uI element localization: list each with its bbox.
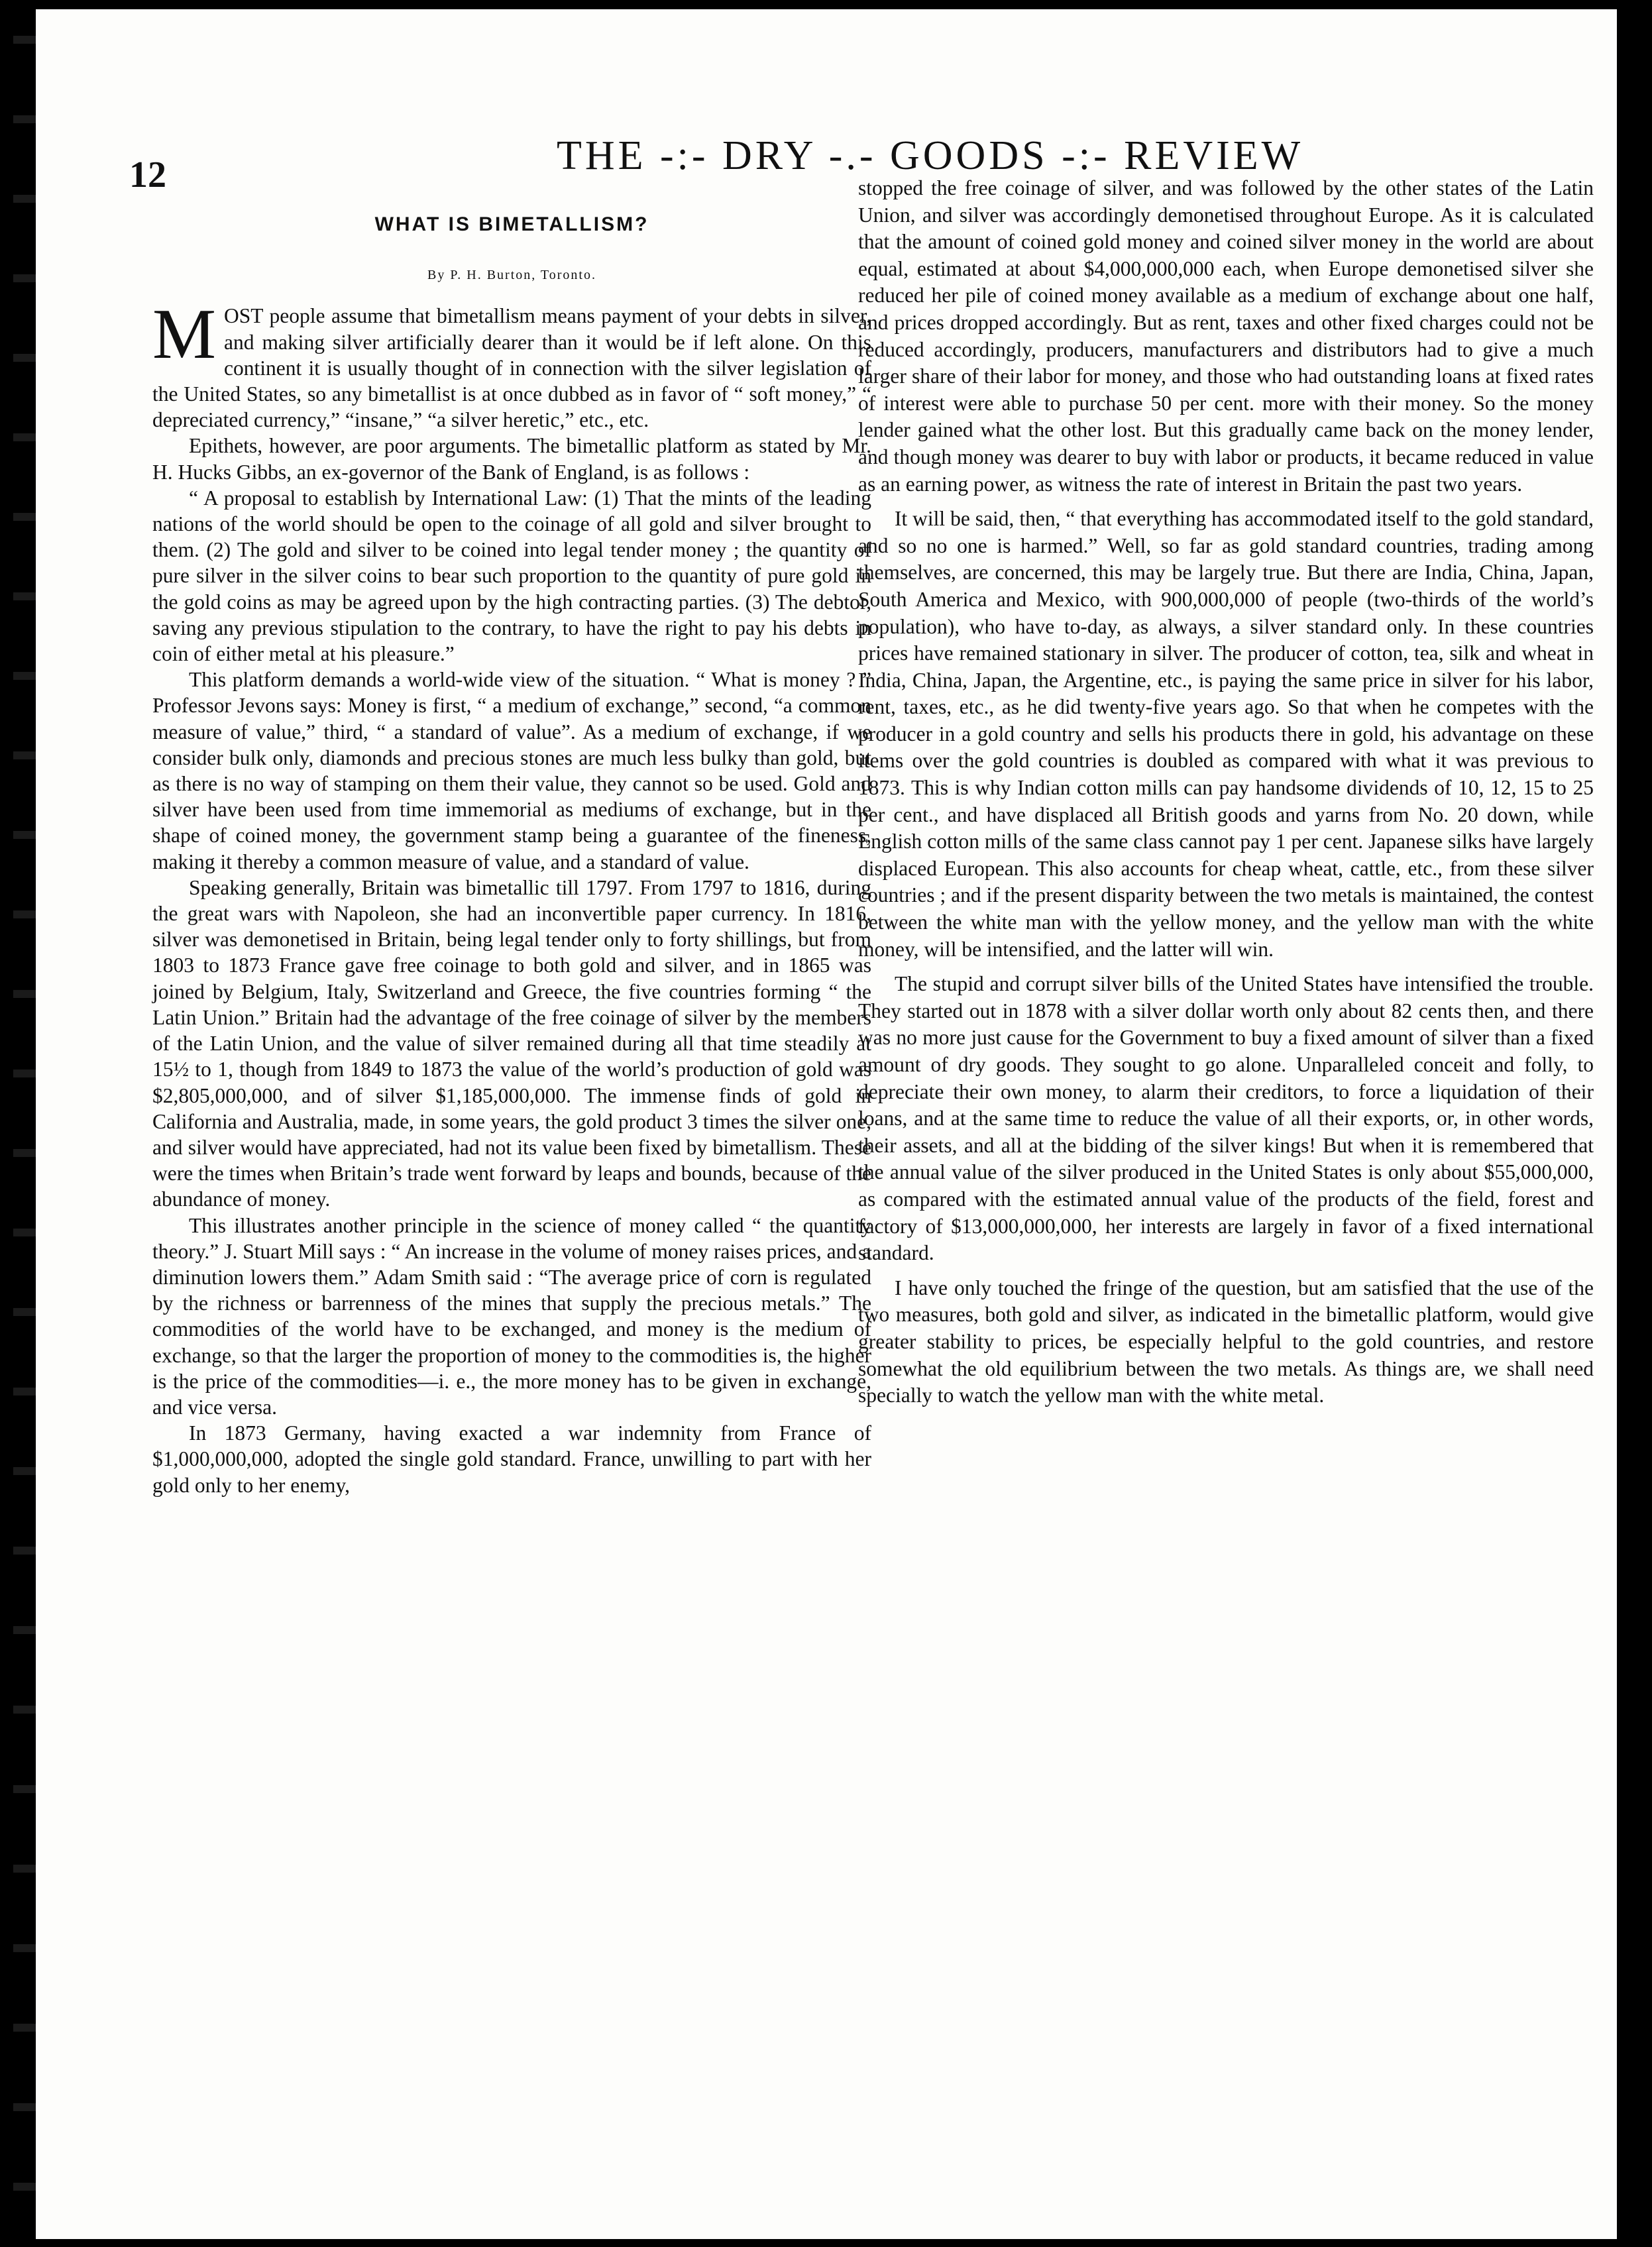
- masthead: THE -:- DRY -.- GOODS -:- REVIEW: [557, 133, 1304, 178]
- paragraph: In 1873 Germany, having exacted a war indemnity from France of $1,000,000,000, adopted the single gold standard. France, unwilling to part with her gold only to her enemy,: [152, 1421, 871, 1497]
- binding-edge: [13, 9, 36, 2239]
- paragraph: MOST people assume that bimetallism means payment of your debts in silver, and making silver artificially dearer than it would be if left alone. On this continent it is usually thought of in connection with the silver legislation of the United States, so any bimetallist is at once dubbed as in favor of “ soft money,” “ depreciated currency,” “insane,” “a silver heretic,” etc., etc.: [152, 295, 871, 432]
- paragraph: stopped the free coinage of silver, and was followed by the other states of the Latin Union, and silver was accordingly demonetised throughout Europe. As it is calculated that the amount of coined gold money and coined silver money in the world are about equal, estimated at about $4,000,000,000 each, when Europe demonetised silver she reduced her pile of coined money available as a medium of exchange about one half, and prices dropped accordingly. But as rent, taxes and other fixed charges could not be reduced accordingly, producers, manufacturers and distributors had to give a much larger share of their labor for money, and those who had outstanding loans at fixed rates of interest were able to purchase 50 per cent. more with their money. So the money lender gained what the other lost. But this gradually came back on the money lender, and though money was dearer to buy with labor or products, it became reduced in value as an earning power, as witness the rate of interest in Britain the past two years.: [858, 176, 1594, 496]
- paragraph: This platform demands a world-wide view of the situation. “ What is money ? ” Professor Jevons says: Money is first, “ a medium of exchange,” second, “a common measure of value,” third, “ a standard of value”. As a medium of exchange, if we consider bulk only, diamonds and precious stones are much less bulky than gold, but as there is no way of stamping on them their value, they cannot so be used. Gold and silver have been used from time immemorial as mediums of exchange, but in the shape of coined money, the government stamp being a guarantee of the fineness, making it thereby a common measure of value, and a standard of value.: [152, 668, 871, 873]
- paragraph: I have only touched the fringe of the question, but am satisfied that the use of the two measures, both gold and silver, as indicated in the bimetallic platform, would give greater stability to prices, be especially helpful to the gold countries, and restore somewhat the old equilibrium between the two metals. As things are, we shall need specially to watch the yellow man with the white metal.: [858, 1276, 1594, 1407]
- page-number: 12: [129, 154, 166, 195]
- column-left: [152, 198, 871, 1498]
- paragraph: Speaking generally, Britain was bimetallic till 1797. From 1797 to 1816, during the great wars with Napoleon, she had an inconvertible paper currency. In 1816, silver was demonetised in Britain, being legal tender only to forty shillings, but from 1803 to 1873 France gave free coinage to both gold and silver, and in 1865 was joined by Belgium, Italy, Switzerland and Greece, the five countries forming “ the Latin Union.” Britain had the advantage of the free coinage of silver by the members of the Latin Union, and the value of silver remained during all that time steadily at 15½ to 1, though from 1849 to 1873 the value of the world’s production of gold was $2,805,000,000, and of silver $1,185,000,000. The immense finds of gold in California and Australia, made, in some years, the gold product 3 times the silver one, and silver would have appreciated, had not its value been fixed by bimetallism. These were the times when Britain’s trade went forward by leaps and bounds, because of the abundance of money.: [152, 875, 871, 1211]
- paragraph: It will be said, then, “ that everything has accommodated itself to the gold standard, and so no one is harmed.” Well, so far as gold standard countries, trading among themselves, are concerned, this may be largely true. But there are India, China, Japan, South America and Mexico, with 900,000,000 of people (two-thirds of the world’s population), who have to-day, as always, a silver standard only. In these countries prices have remained stationary in silver. The producer of cotton, tea, silk and wheat in India, China, Japan, the Argentine, etc., is paying the same price in silver for his labor, rent, taxes, etc., as he did twenty-five years ago. So that when he competes with the producer in a gold country and sells his products there in gold, his advantage on these items over the gold countries is doubled as compared with what it was previous to 1873. This is why Indian cotton mills can pay handsome dividends of 10, 12, 15 to 25 per cent., and have displaced all British goods and yarns from No. 20 down, while English cotton mills of the same class cannot pay 1 per cent. Japanese silks have largely displaced European. This also accounts for cheap wheat, cattle, etc., from these silver countries ; and if the present disparity between the two metals is maintained, the contest between the white man with the yellow money, and the yellow man with the white money, will be intensified, and the latter will win.: [858, 507, 1594, 961]
- scan-border: [1617, 0, 1652, 2247]
- paragraph: The stupid and corrupt silver bills of the United States have intensified the trouble. They started out in 1878 with a silver dollar worth only about 82 cents then, and there was no more just cause for the Government to buy a fixed amount of silver than a fixed amount of dry goods. They sought to go alone. Unparalleled conceit and folly, to depreciate their own money, to alarm their creditors, to force a liquidation of their loans, and at the same time to reduce the value of all their exports, or, in other words, their assets, and all at the bidding of the silver kings! But when it is remembered that the annual value of the silver produced in the United States is only about $55,000,000, as compared with the estimated annual value of the products of the field, forest and factory of $13,000,000,000, her interests are largely in favor of a fixed international standard.: [858, 972, 1594, 1265]
- column-right: [858, 175, 1594, 1409]
- paragraph: This illustrates another principle in the science of money called “ the quantity theory.” J. Stuart Mill says : “ An increase in the volume of money raises prices, and a diminution lowers them.” Adam Smith said : “The average price of corn is regulated by the richness or barrenness of the mines that supply the precious metals.” The commodities of the world have to be exchanged, and money is the medium of exchange, so that the larger the proportion of money to the commodities is, the higher is the price of the commodities—i. e., the more money has to be given in exchange, and vice versa.: [152, 1213, 871, 1419]
- article-title: WHAT IS BIMETALLISM?: [374, 213, 649, 235]
- byline: By P. H. Burton, Toronto.: [427, 268, 596, 283]
- magazine-page: [13, 9, 1617, 2239]
- paragraph: Epithets, however, are poor arguments. The bimetallic platform as stated by Mr. H. Hucks Gibbs, an ex-governor of the Bank of England, is as follows :: [152, 434, 871, 484]
- paragraph: “ A proposal to establish by International Law: (1) That the mints of the leading nations of the world should be open to the coinage of all gold and silver brought to them. (2) The gold and silver to be coined into legal tender money ; the quantity of pure silver in the silver coins to bear such proportion to the quantity of pure gold in the gold coins as may be agreed upon by the high contracting parties. (3) The debtor, saving any previous stipulation to the contrary, to have the right to pay his debts in coin of either metal at his pleasure.”: [152, 486, 871, 666]
- drop-cap: M: [152, 295, 217, 374]
